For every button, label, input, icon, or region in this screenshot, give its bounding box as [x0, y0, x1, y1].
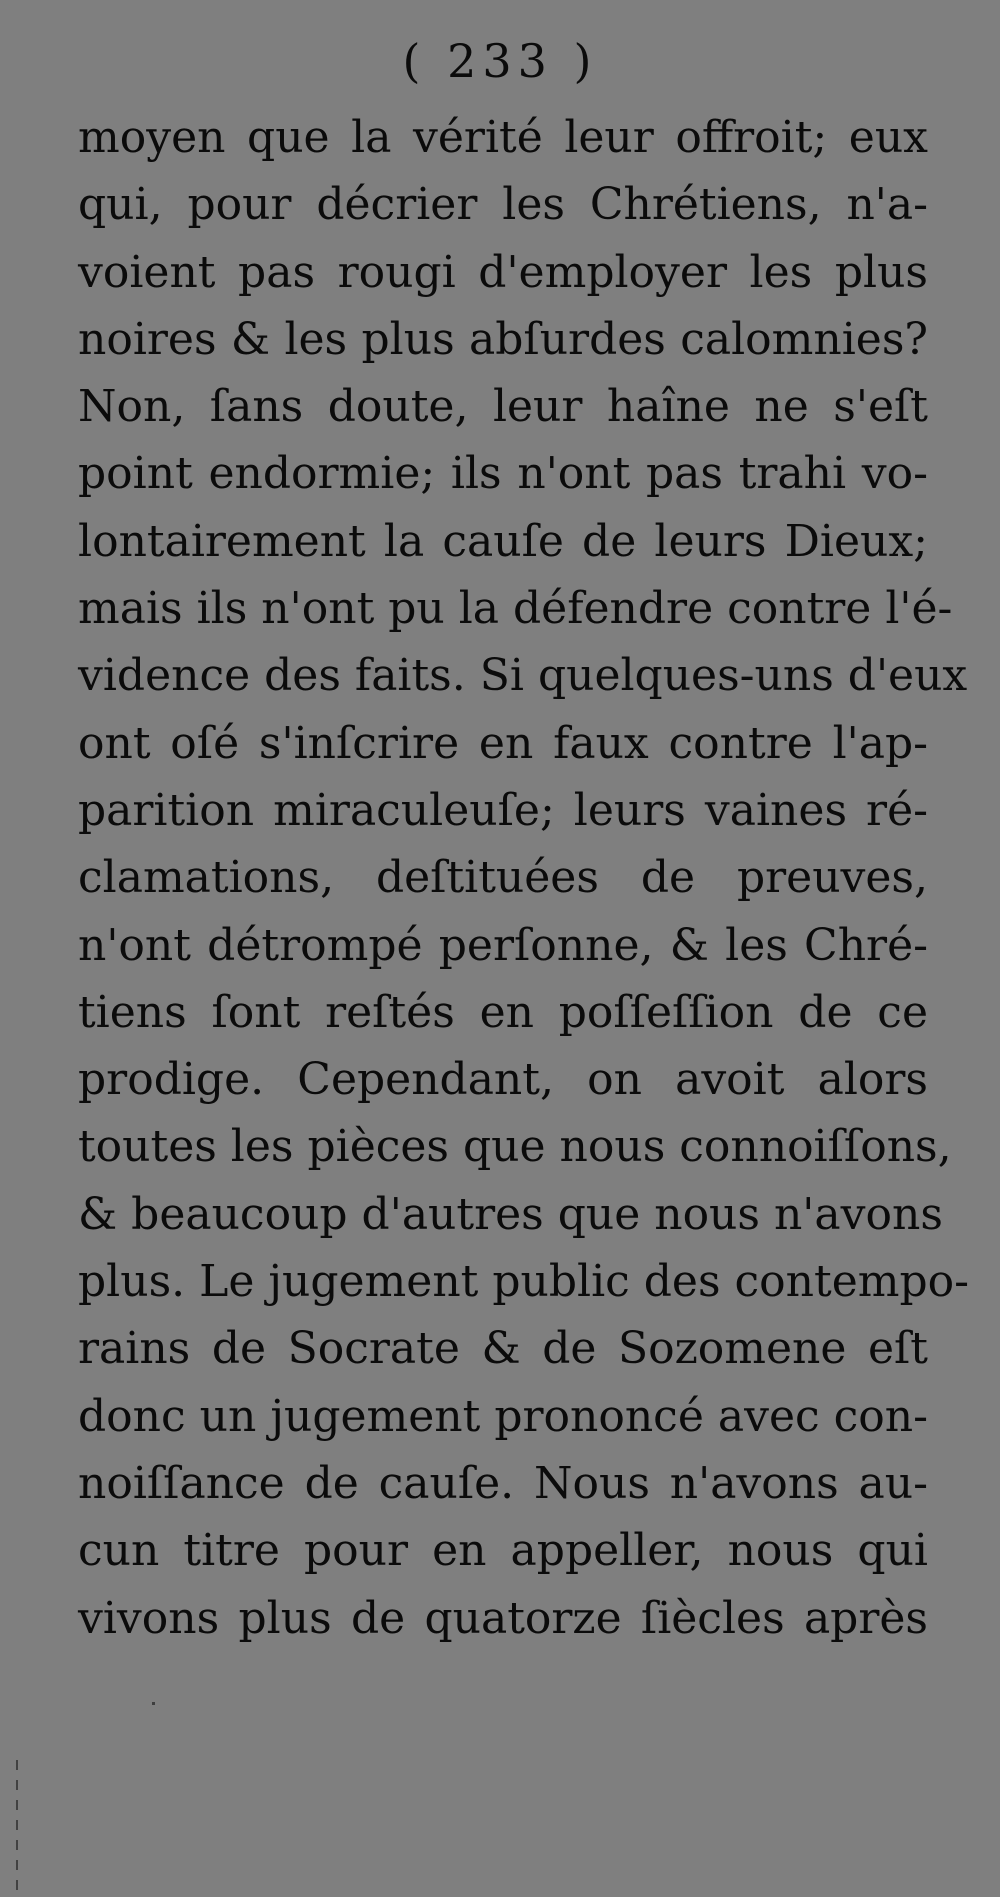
scan-speck	[152, 1702, 155, 1705]
text-line: voient pas rougi d'employer les plus	[78, 246, 928, 298]
text-line: point endormie; ils n'ont pas trahi vo-	[78, 448, 928, 500]
text-line: clamations, deſtituées de preuves,	[78, 852, 928, 904]
text-line: moyen que la vérité leur offroit; eux	[78, 112, 928, 163]
text-line: vivons plus de quatorze ſiècles après	[78, 1592, 928, 1644]
text-line: toutes les pièces que nous connoiſſons,	[78, 1121, 952, 1173]
text-line: noires & les plus abſurdes calomnies?	[78, 313, 928, 365]
margin-scan-artifact	[16, 1760, 18, 1890]
text-line: tiens ſont reſtés en poſſeſſion de ce	[78, 986, 928, 1038]
text-line: mais ils n'ont pu la défendre contre l'é-	[78, 583, 953, 635]
text-line: rains de Socrate & de Sozomene eſt	[78, 1323, 928, 1375]
text-line: Non, ſans doute, leur haîne ne s'eſt	[78, 381, 928, 433]
text-line: plus. Le jugement public des contempo-	[78, 1256, 969, 1308]
text-line: n'ont détrompé perſonne, & les Chré-	[78, 919, 928, 971]
text-line: vidence des faits. Si quelques-uns d'eux	[78, 650, 968, 702]
text-line: & beaucoup d'autres que nous n'avons	[78, 1188, 943, 1240]
text-line: parition miraculeuſe; leurs vaines ré-	[78, 784, 928, 836]
text-line: prodige. Cependant, on avoit alors	[78, 1054, 928, 1106]
text-line: lontairement la cauſe de leurs Dieux;	[78, 515, 928, 567]
body-text	[78, 104, 969, 1652]
text-line: ont oſé s'inſcrire en faux contre l'ap-	[78, 717, 928, 769]
text-line: qui, pour décrier les Chrétiens, n'a-	[78, 179, 928, 231]
page-number: ( 233 )	[402, 34, 598, 88]
text-line: donc un jugement prononcé avec con-	[78, 1390, 928, 1442]
text-line: noiſſance de cauſe. Nous n'avons au-	[78, 1457, 928, 1509]
text-line: cun titre pour en appeller, nous qui	[78, 1525, 928, 1577]
